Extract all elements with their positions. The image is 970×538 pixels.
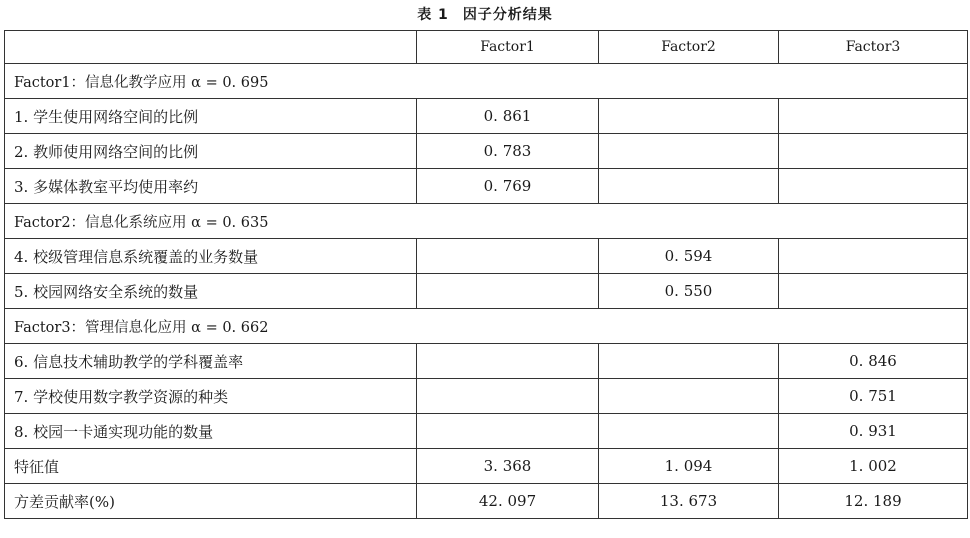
table-row [5, 169, 968, 204]
row-label: 6. 信息技术辅助教学的学科覆盖率 [5, 344, 417, 379]
table-row [5, 274, 968, 309]
table-row [5, 484, 968, 519]
factor-value-cell [599, 169, 779, 204]
factor-value-cell [779, 169, 968, 204]
section-row [5, 204, 968, 239]
table-number: 表 1 [417, 7, 449, 23]
factor-value-cell [599, 344, 779, 379]
factor-value-cell [417, 239, 599, 274]
section-row [5, 309, 968, 344]
row-label: 5. 校园网络安全系统的数量 [5, 274, 417, 309]
row-label: 方差贡献率(%) [5, 484, 417, 519]
factor-value-cell: 0. 550 [599, 274, 779, 309]
row-label: 8. 校园一卡通实现功能的数量 [5, 414, 417, 449]
factor-value-cell [779, 274, 968, 309]
factor-value-cell [779, 239, 968, 274]
table-row [5, 99, 968, 134]
table-row [5, 379, 968, 414]
factor-value-cell: 0. 846 [779, 344, 968, 379]
section-title: Factor3：管理信息化应用 α = 0. 662 [5, 309, 968, 344]
table-body [5, 64, 968, 519]
factor-value-cell [417, 414, 599, 449]
table-row [5, 134, 968, 169]
row-label: 1. 学生使用网络空间的比例 [5, 99, 417, 134]
header-cell: Factor2 [599, 31, 779, 64]
factor-value-cell: 0. 783 [417, 134, 599, 169]
factor-analysis-table [4, 30, 968, 519]
table-row [5, 344, 968, 379]
table-row [5, 414, 968, 449]
factor-value-cell: 0. 931 [779, 414, 968, 449]
row-label: 2. 教师使用网络空间的比例 [5, 134, 417, 169]
factor-value-cell [599, 99, 779, 134]
factor-value-cell [417, 344, 599, 379]
section-title: Factor2：信息化系统应用 α = 0. 635 [5, 204, 968, 239]
row-label: 特征值 [5, 449, 417, 484]
section-row [5, 64, 968, 99]
factor-value-cell: 12. 189 [779, 484, 968, 519]
factor-value-cell [779, 99, 968, 134]
section-title: Factor1：信息化教学应用 α = 0. 695 [5, 64, 968, 99]
factor-value-cell: 1. 094 [599, 449, 779, 484]
factor-value-cell: 0. 751 [779, 379, 968, 414]
factor-value-cell: 0. 769 [417, 169, 599, 204]
row-label: 3. 多媒体教室平均使用率约 [5, 169, 417, 204]
factor-value-cell: 13. 673 [599, 484, 779, 519]
header-cell [5, 31, 417, 64]
factor-value-cell: 0. 861 [417, 99, 599, 134]
table-title: 因子分析结果 [462, 7, 553, 23]
factor-value-cell [417, 379, 599, 414]
factor-value-cell: 1. 002 [779, 449, 968, 484]
table-row [5, 449, 968, 484]
table-row [5, 239, 968, 274]
header-cell: Factor3 [779, 31, 968, 64]
row-label: 7. 学校使用数字教学资源的种类 [5, 379, 417, 414]
row-label: 4. 校级管理信息系统覆盖的业务数量 [5, 239, 417, 274]
factor-value-cell: 3. 368 [417, 449, 599, 484]
header-cell: Factor1 [417, 31, 599, 64]
factor-value-cell [599, 379, 779, 414]
factor-value-cell [779, 134, 968, 169]
header-row [5, 31, 968, 64]
factor-value-cell: 0. 594 [599, 239, 779, 274]
factor-value-cell: 42. 097 [417, 484, 599, 519]
factor-value-cell [599, 414, 779, 449]
factor-value-cell [417, 274, 599, 309]
factor-value-cell [599, 134, 779, 169]
table-caption [0, 4, 970, 24]
